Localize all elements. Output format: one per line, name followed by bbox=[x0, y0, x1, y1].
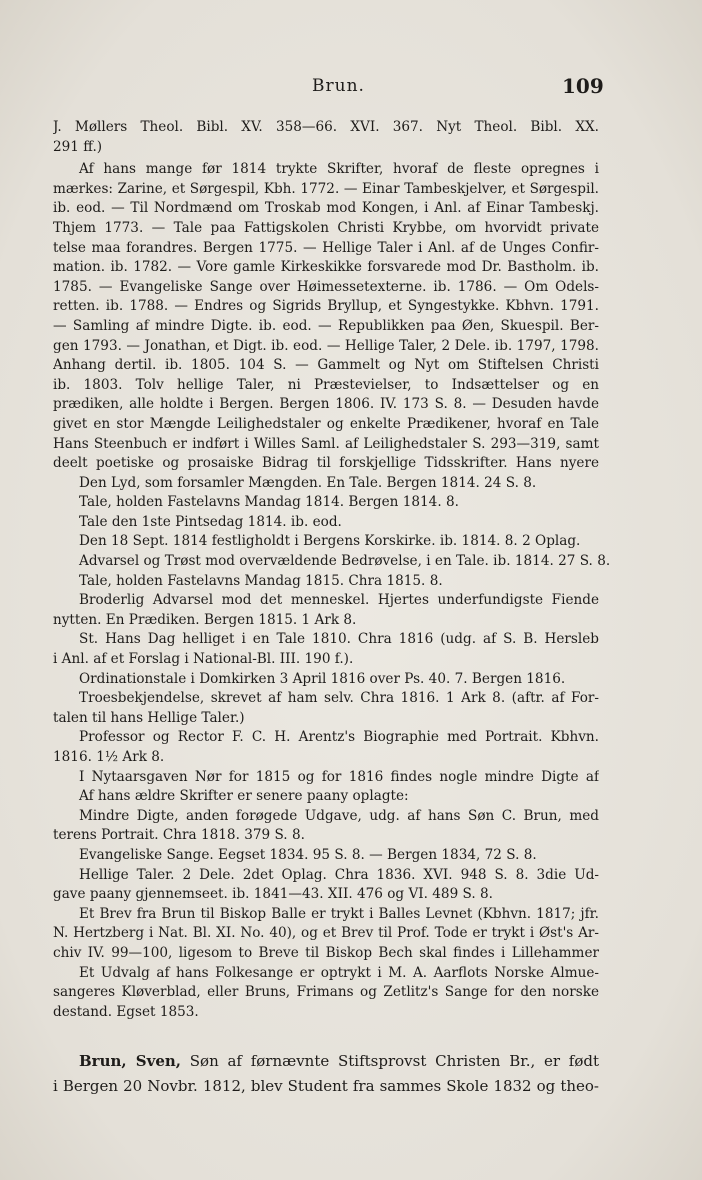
entry-line: i Bergen 20 Novbr. 1812, blev Student fra sammes Skole 1832 og theo- bbox=[53, 1077, 599, 1096]
text-line: nytten. En Prædiken. Bergen 1815. 1 Ark 8. bbox=[53, 611, 357, 628]
text-line: St. Hans Dag helliget i en Tale 1810. Chra 1816 (udg. af S. B. Hersleb bbox=[79, 631, 599, 648]
text-line: Evangeliske Sange. Eegset 1834. 95 S. 8. — Bergen 1834, 72 S. 8. bbox=[79, 846, 537, 863]
text-line: mærkes: Zarine, et Sørgespil, Kbh. 1772. — Einar Tambeskjelver, et Sørgespil. bbox=[53, 180, 599, 197]
text-line: Et Udvalg af hans Folkesange er optrykt i M. A. Aarflots Norske Almue- bbox=[79, 964, 599, 981]
text-line: Thjem 1773. — Tale paa Fattigskolen Christi Krybbe, om hvorvidt private bbox=[53, 219, 599, 236]
text-line: retten. ib. 1788. — Endres og Sigrids Bryllup, et Syngestykke. Kbhvn. 1791. bbox=[53, 298, 599, 315]
text-line: Tale den 1ste Pintsedag 1814. ib. eod. bbox=[79, 513, 342, 530]
text-line: 1785. — Evangeliske Sange over Høimessetexterne. ib. 1786. — Om Odels- bbox=[53, 278, 599, 295]
running-head bbox=[0, 76, 702, 100]
text-line: Tale, holden Fastelavns Mandag 1815. Chra 1815. 8. bbox=[79, 572, 443, 589]
text-line: telse maa forandres. Bergen 1775. — Hellige Taler i Anl. af de Unges Confir- bbox=[53, 239, 599, 256]
entry-text: Søn af førnævnte Stiftsprovst Christen Br., er født bbox=[189, 1052, 599, 1071]
text-line: destand. Egset 1853. bbox=[53, 1003, 199, 1020]
text-line: Broderlig Advarsel mod det menneskel. Hjertes underfundigste Fiende bbox=[79, 592, 599, 609]
page-number: 109 bbox=[562, 74, 604, 98]
text-line: mation. ib. 1782. — Vore gamle Kirkeskikke forsvarede mod Dr. Bastholm. ib. bbox=[53, 259, 599, 276]
text-line: Anhang dertil. ib. 1805. 104 S. — Gammelt og Nyt om Stiftelsen Christi bbox=[53, 357, 599, 374]
text-line: Professor og Rector F. C. H. Arentz's Biographie med Portrait. Kbhvn. bbox=[79, 729, 599, 746]
text-line: chiv IV. 99—100, ligesom to Breve til Biskop Bech skal findes i Lillehammer bbox=[53, 944, 599, 961]
text-line: Advarsel og Trøst mod overvældende Bedrøvelse, i en Tale. ib. 1814. 27 S. 8. bbox=[79, 553, 611, 570]
running-head-title: Brun. bbox=[312, 76, 365, 96]
text-line: N. Hertzberg i Nat. Bl. XI. No. 40), og et Brev til Prof. Tode er trykt i Øst's Ar- bbox=[53, 925, 599, 942]
text-line: J. Møllers Theol. Bibl. XV. 358—66. XVI. 367. Nyt Theol. Bibl. XX. bbox=[53, 119, 599, 135]
text-line: Mindre Digte, anden forøgede Udgave, udg. af hans Søn C. Brun, med bbox=[79, 807, 599, 824]
text-line: Et Brev fra Brun til Biskop Balle er trykt i Balles Levnet (Kbhvn. 1817; jfr. bbox=[79, 905, 599, 922]
text-line: 291 ff.) bbox=[53, 138, 103, 155]
text-line: ib. eod. — Til Nordmænd om Troskab mod Kongen, i Anl. af Einar Tambeskj. bbox=[53, 200, 599, 217]
text-line: Af hans mange før 1814 trykte Skrifter, hvoraf de fleste opregnes i bbox=[79, 161, 599, 178]
text-line: gave paany gjennemseet. ib. 1841—43. XII. 476 og VI. 489 S. 8. bbox=[53, 886, 493, 903]
text-line: terens Portrait. Chra 1818. 379 S. 8. bbox=[53, 827, 305, 844]
text-line: Den Lyd, som forsamler Mængden. En Tale. Bergen 1814. 24 S. 8. bbox=[79, 474, 537, 491]
text-line: deelt poetiske og prosaiske Bidrag til forskjellige Tidsskrifter. Hans nyere bbox=[53, 455, 599, 472]
text-line: givet en stor Mængde Leilighedstaler og enkelte Prædikener, hvoraf en Tale bbox=[53, 415, 599, 432]
text-line: ib. 1803. Tolv hellige Taler, ni Præstevielser, to Indsættelser og en bbox=[53, 376, 599, 393]
text-line: Troesbekjendelse, skrevet af ham selv. Chra 1816. 1 Ark 8. (aftr. af For- bbox=[79, 690, 599, 707]
text-line: gen 1793. — Jonathan, et Digt. ib. eod. — Hellige Taler, 2 Dele. ib. 1797, 1798. bbox=[53, 337, 599, 354]
body-text bbox=[53, 118, 611, 1099]
text-line: prædiken, alle holdte i Bergen. Bergen 1806. IV. 173 S. 8. — Desuden havde bbox=[53, 396, 599, 413]
text-line: Af hans ældre Skrifter er senere paany oplagte: bbox=[79, 788, 409, 805]
text-line: i Anl. af et Forslag i National-Bl. III. 190 f.). bbox=[53, 651, 354, 668]
entry-name: Brun, Sven, bbox=[79, 1052, 182, 1071]
text-line: Hellige Taler. 2 Dele. 2det Oplag. Chra 1836. XVI. 948 S. 8. 3die Ud- bbox=[79, 866, 599, 883]
entry-heading-line bbox=[53, 1049, 599, 1074]
text-line: talen til hans Hellige Taler.) bbox=[53, 709, 245, 726]
text-line: Den 18 Sept. 1814 festligholdt i Bergens Korskirke. ib. 1814. 8. 2 Oplag. bbox=[79, 533, 581, 550]
text-line: sangeres Kløverblad, eller Bruns, Frimans og Zetlitz's Sange for den norske bbox=[53, 984, 599, 1001]
text-line: 1816. 1½ Ark 8. bbox=[53, 749, 165, 765]
text-line: Hans Steenbuch er indført i Willes Saml. af Leilighedstaler S. 293—319, samt bbox=[53, 435, 599, 452]
text-line: Tale, holden Fastelavns Mandag 1814. Bergen 1814. 8. bbox=[79, 494, 459, 511]
text-line: — Samling af mindre Digte. ib. eod. — Republikken paa Øen, Skuespil. Ber- bbox=[53, 317, 599, 334]
text-line: I Nytaarsgaven Nør for 1815 og for 1816 findes nogle mindre Digte af bbox=[79, 768, 599, 785]
text-line: Ordinationstale i Domkirken 3 April 1816 over Ps. 40. 7. Bergen 1816. bbox=[79, 670, 566, 687]
